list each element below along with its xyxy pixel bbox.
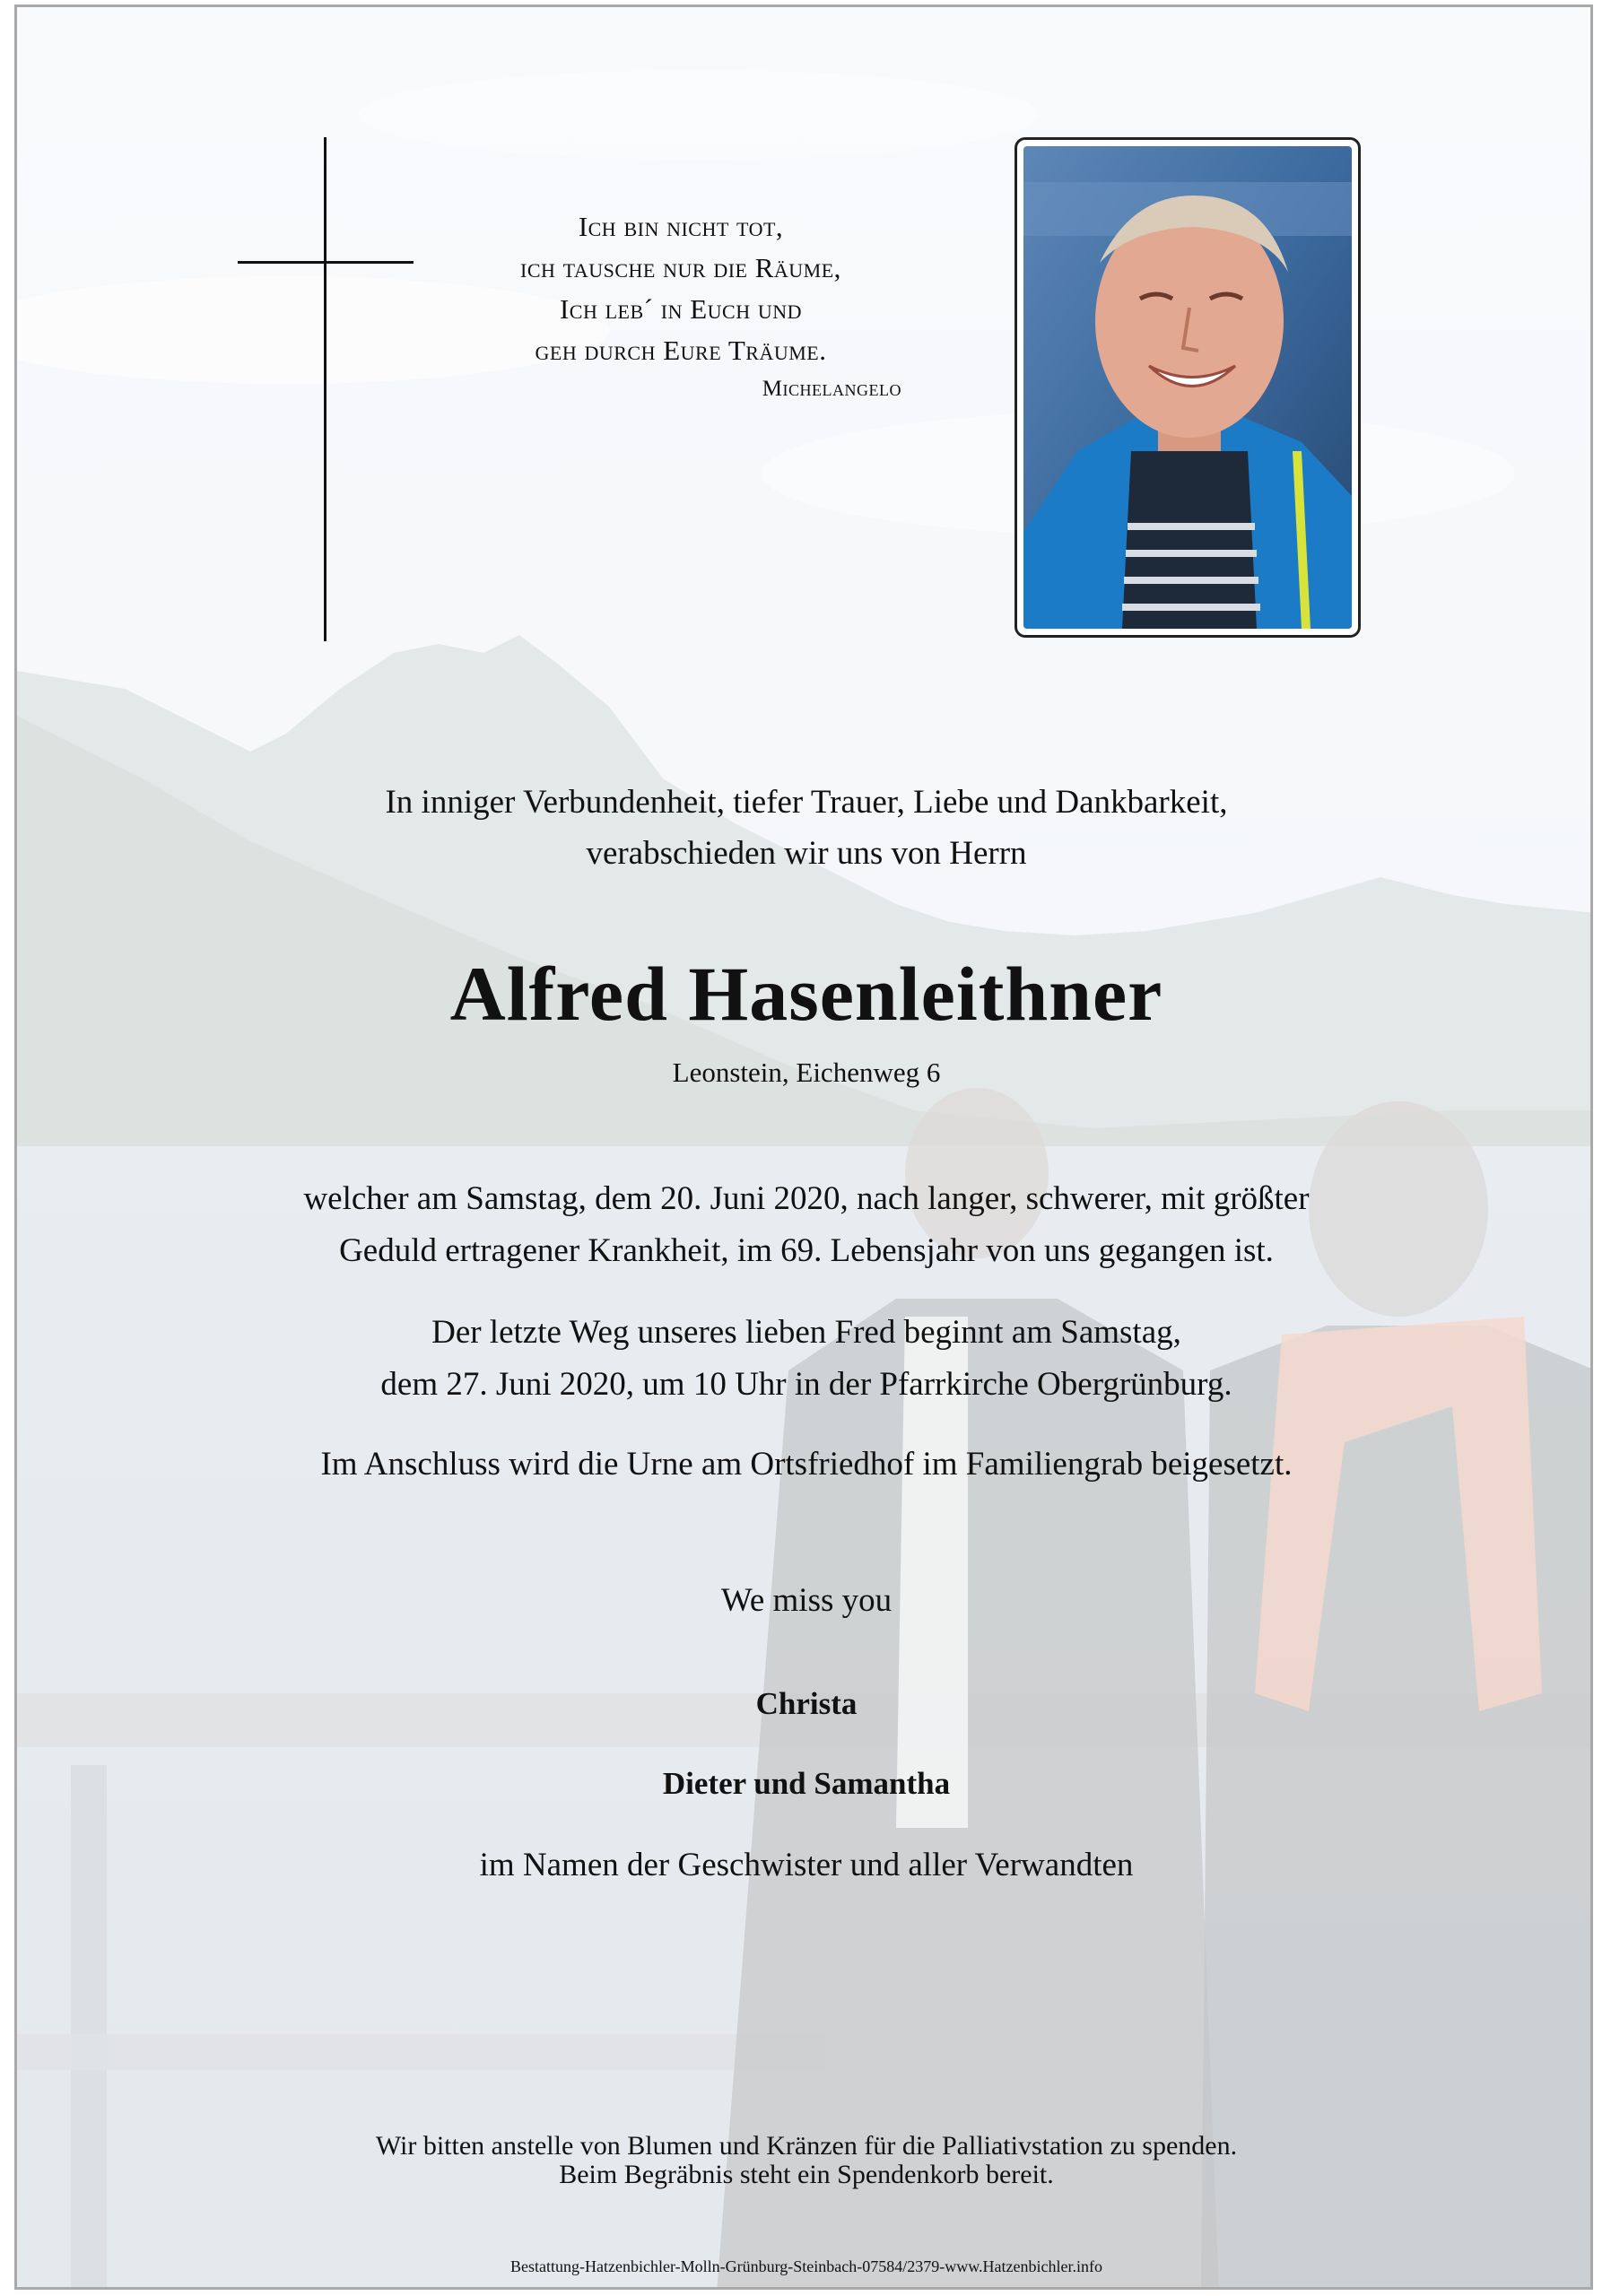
obituary-card — [14, 4, 1593, 2290]
closing-phrase: We miss you — [720, 1582, 893, 1619]
donation-line: Wir bitten anstelle von Blumen und Kränzen für die Palliativstation zu spenden. — [375, 2131, 1238, 2161]
portrait-photo — [1023, 146, 1352, 629]
poem-line: ich tausche nur die Räume, — [520, 252, 841, 283]
death-notice-line: Geduld ertragener Krankheit, im 69. Lebensjahr von uns gegangen ist. — [339, 1232, 1274, 1269]
mourner-name: Christa — [755, 1686, 858, 1721]
donation-request — [17, 2132, 1593, 2189]
death-notice-line: welcher am Samstag, dem 20. Juni 2020, nach langer, schwerer, mit größter — [303, 1180, 1310, 1217]
intro-line: In inniger Verbundenheit, tiefer Trauer, Liebe und Dankbarkeit, — [385, 784, 1228, 821]
relatives-line: im Namen der Geschwister und aller Verwandten — [479, 1847, 1134, 1883]
poem-author: Michelangelo — [762, 377, 901, 401]
funeral-line: dem 27. Juni 2020, um 10 Uhr in der Pfarrkirche Obergrünburg. — [380, 1366, 1232, 1403]
mourner-name: Dieter und Samantha — [662, 1766, 951, 1801]
deceased-name: Alfred Hasenleithner — [449, 951, 1163, 1037]
portrait-frame — [1014, 137, 1361, 638]
poem-line: Ich leb´ in Euch und — [559, 293, 803, 325]
poem — [457, 206, 905, 407]
donation-line: Beim Begräbnis steht ein Spendenkorb bereit. — [559, 2160, 1054, 2189]
poem-line: geh durch Eure Träume. — [535, 335, 827, 366]
funeral-line: Der letzte Weg unseres lieben Fred beginnt am Samstag, — [431, 1314, 1181, 1351]
funeral-home-footer: Bestattung-Hatzenbichler-Molln-Grünburg-Steinbach-07584/2379-www.Hatzenbichler.info — [510, 2257, 1102, 2275]
deceased-address: Leonstein, Eichenweg 6 — [672, 1057, 941, 1088]
burial-info: Im Anschluss wird die Urne am Ortsfriedhof im Familiengrab beigesetzt. — [320, 1446, 1293, 1483]
funeral-info — [17, 1307, 1593, 1411]
cross-icon — [238, 137, 414, 641]
intro-text — [17, 777, 1593, 879]
death-notice — [17, 1173, 1593, 1277]
poem-line: Ich bin nicht tot, — [578, 211, 784, 242]
intro-line: verabschieden wir uns von Herrn — [586, 835, 1027, 872]
